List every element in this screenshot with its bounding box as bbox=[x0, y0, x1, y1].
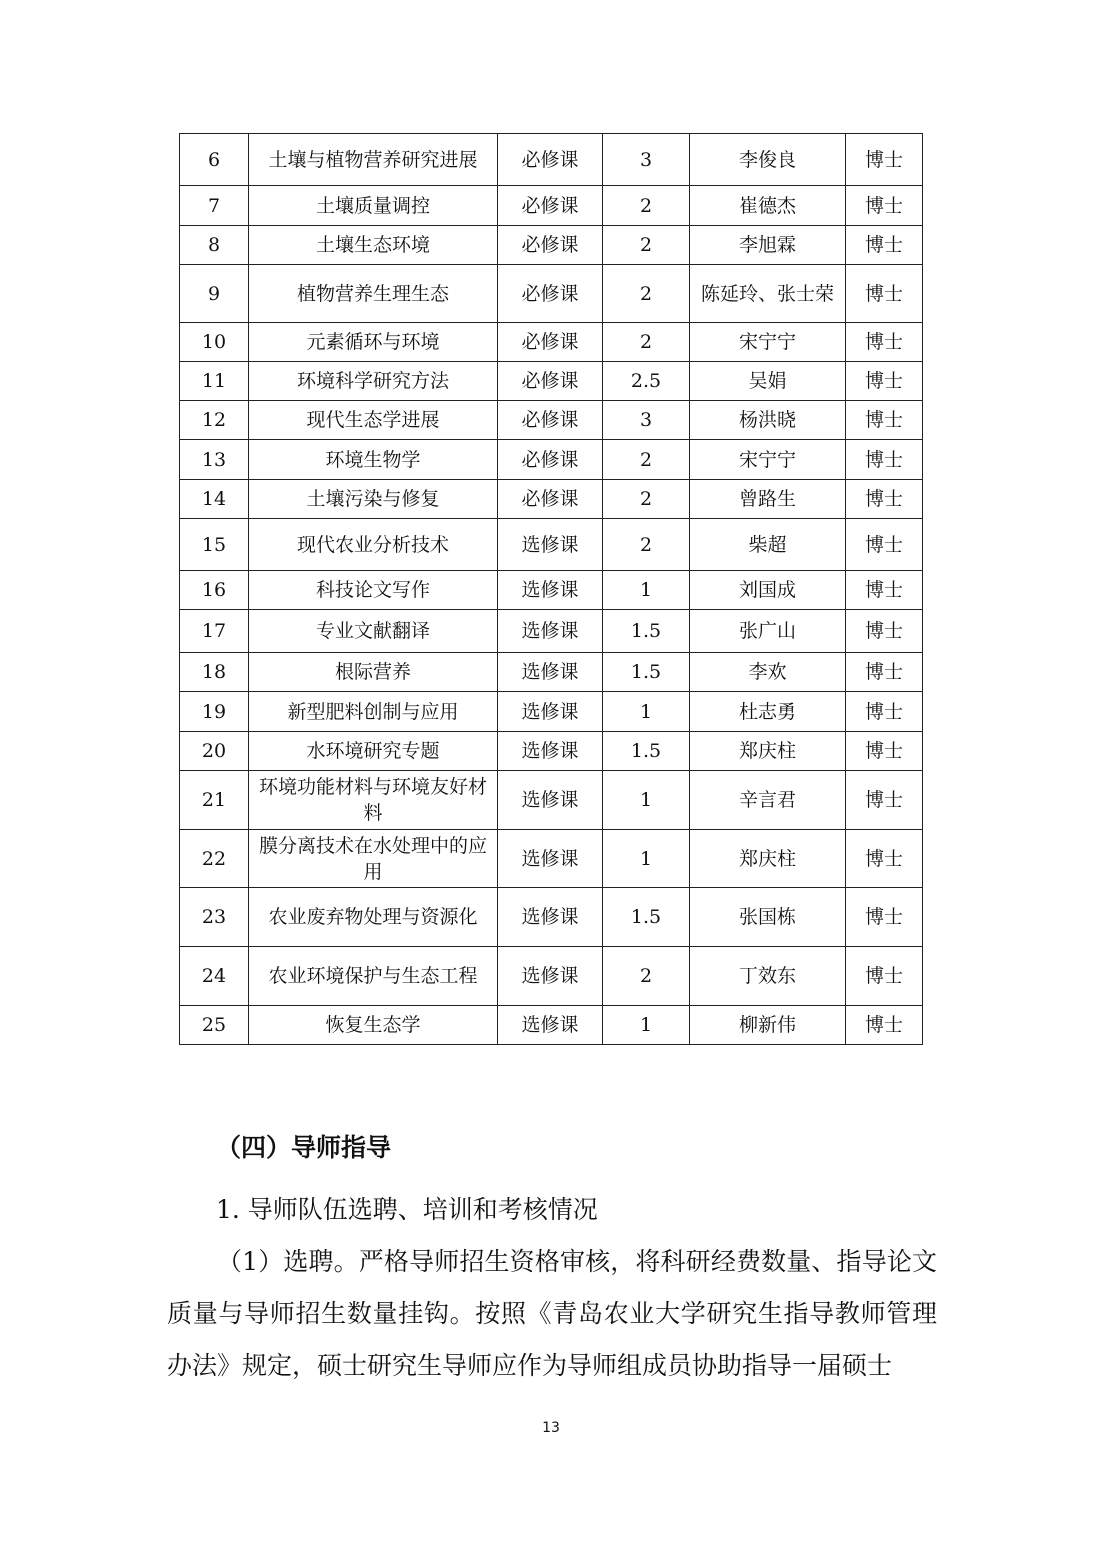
table-row bbox=[180, 888, 923, 947]
cell-credit: 1 bbox=[603, 692, 690, 732]
cell-level: 博士 bbox=[846, 440, 923, 480]
cell-number: 20 bbox=[180, 732, 249, 771]
cell-course-name: 水环境研究专题 bbox=[249, 732, 498, 771]
cell-teacher: 吴娟 bbox=[690, 362, 846, 401]
cell-credit: 1 bbox=[603, 1006, 690, 1045]
cell-level: 博士 bbox=[846, 362, 923, 401]
cell-course-name: 土壤污染与修复 bbox=[249, 480, 498, 519]
cell-number: 6 bbox=[180, 134, 249, 186]
table-row bbox=[180, 401, 923, 440]
cell-credit: 2 bbox=[603, 323, 690, 362]
cell-credit: 2 bbox=[603, 440, 690, 480]
cell-teacher: 宋宁宁 bbox=[690, 440, 846, 480]
cell-course-type: 选修课 bbox=[498, 653, 603, 692]
cell-number: 10 bbox=[180, 323, 249, 362]
cell-course-type: 必修课 bbox=[498, 440, 603, 480]
cell-number: 25 bbox=[180, 1006, 249, 1045]
cell-course-type: 必修课 bbox=[498, 186, 603, 226]
cell-teacher: 杨洪晓 bbox=[690, 401, 846, 440]
cell-level: 博士 bbox=[846, 186, 923, 226]
cell-course-name: 膜分离技术在水处理中的应用 bbox=[249, 830, 498, 888]
cell-course-type: 必修课 bbox=[498, 480, 603, 519]
body-paragraph: （1）选聘。严格导师招生资格审核，将科研经费数量、指导论文质量与导师招生数量挂钩。按照《青岛农业大学研究生指导教师管理办法》规定，硕士研究生导师应作为导师组成员协助指导一届硕士 bbox=[167, 1247, 937, 1380]
table-row bbox=[180, 947, 923, 1006]
cell-course-type: 必修课 bbox=[498, 401, 603, 440]
cell-course-name: 现代农业分析技术 bbox=[249, 519, 498, 571]
table-row bbox=[180, 440, 923, 480]
table-row bbox=[180, 480, 923, 519]
cell-credit: 1 bbox=[603, 771, 690, 830]
cell-level: 博士 bbox=[846, 830, 923, 888]
cell-course-type: 选修课 bbox=[498, 519, 603, 571]
cell-course-type: 选修课 bbox=[498, 571, 603, 610]
cell-teacher: 曾路生 bbox=[690, 480, 846, 519]
cell-teacher: 李欢 bbox=[690, 653, 846, 692]
cell-course-type: 必修课 bbox=[498, 323, 603, 362]
section-heading: （四）导师指导 bbox=[216, 1133, 392, 1162]
cell-level: 博士 bbox=[846, 134, 923, 186]
cell-teacher: 张国栋 bbox=[690, 888, 846, 947]
cell-teacher: 崔德杰 bbox=[690, 186, 846, 226]
cell-course-type: 选修课 bbox=[498, 610, 603, 653]
cell-number: 7 bbox=[180, 186, 249, 226]
cell-course-type: 必修课 bbox=[498, 134, 603, 186]
cell-credit: 1.5 bbox=[603, 732, 690, 771]
cell-teacher: 刘国成 bbox=[690, 571, 846, 610]
cell-credit: 1.5 bbox=[603, 653, 690, 692]
table-row bbox=[180, 1006, 923, 1045]
cell-credit: 1.5 bbox=[603, 888, 690, 947]
table-row bbox=[180, 571, 923, 610]
cell-credit: 2 bbox=[603, 519, 690, 571]
cell-course-name: 植物营养生理生态 bbox=[249, 265, 498, 323]
cell-teacher: 宋宁宁 bbox=[690, 323, 846, 362]
cell-course-name: 专业文献翻译 bbox=[249, 610, 498, 653]
page-number: 13 bbox=[542, 1420, 560, 1436]
cell-number: 18 bbox=[180, 653, 249, 692]
cell-number: 19 bbox=[180, 692, 249, 732]
cell-teacher: 张广山 bbox=[690, 610, 846, 653]
cell-teacher: 辛言君 bbox=[690, 771, 846, 830]
cell-level: 博士 bbox=[846, 480, 923, 519]
cell-number: 11 bbox=[180, 362, 249, 401]
cell-course-name: 土壤生态环境 bbox=[249, 226, 498, 265]
cell-course-name: 环境科学研究方法 bbox=[249, 362, 498, 401]
cell-course-name: 恢复生态学 bbox=[249, 1006, 498, 1045]
cell-number: 16 bbox=[180, 571, 249, 610]
cell-level: 博士 bbox=[846, 653, 923, 692]
cell-credit: 2.5 bbox=[603, 362, 690, 401]
cell-level: 博士 bbox=[846, 226, 923, 265]
cell-course-name: 农业废弃物处理与资源化 bbox=[249, 888, 498, 947]
table-row bbox=[180, 692, 923, 732]
cell-number: 9 bbox=[180, 265, 249, 323]
cell-credit: 1.5 bbox=[603, 610, 690, 653]
cell-credit: 3 bbox=[603, 134, 690, 186]
cell-credit: 2 bbox=[603, 226, 690, 265]
cell-course-type: 选修课 bbox=[498, 888, 603, 947]
cell-course-type: 必修课 bbox=[498, 226, 603, 265]
table-row bbox=[180, 323, 923, 362]
cell-number: 8 bbox=[180, 226, 249, 265]
table-row bbox=[180, 265, 923, 323]
cell-course-name: 环境功能材料与环境友好材料 bbox=[249, 771, 498, 830]
cell-level: 博士 bbox=[846, 610, 923, 653]
cell-course-type: 选修课 bbox=[498, 947, 603, 1006]
cell-course-type: 必修课 bbox=[498, 362, 603, 401]
cell-course-name: 土壤与植物营养研究进展 bbox=[249, 134, 498, 186]
cell-credit: 1 bbox=[603, 830, 690, 888]
cell-level: 博士 bbox=[846, 519, 923, 571]
cell-course-name: 土壤质量调控 bbox=[249, 186, 498, 226]
cell-teacher: 丁效东 bbox=[690, 947, 846, 1006]
cell-level: 博士 bbox=[846, 732, 923, 771]
cell-course-type: 选修课 bbox=[498, 692, 603, 732]
cell-number: 15 bbox=[180, 519, 249, 571]
cell-level: 博士 bbox=[846, 692, 923, 732]
table-row bbox=[180, 362, 923, 401]
cell-teacher: 郑庆柱 bbox=[690, 830, 846, 888]
table-row bbox=[180, 186, 923, 226]
cell-level: 博士 bbox=[846, 323, 923, 362]
cell-course-name: 科技论文写作 bbox=[249, 571, 498, 610]
cell-level: 博士 bbox=[846, 571, 923, 610]
cell-teacher: 柳新伟 bbox=[690, 1006, 846, 1045]
table-row bbox=[180, 610, 923, 653]
course-table bbox=[179, 133, 923, 1045]
cell-level: 博士 bbox=[846, 265, 923, 323]
cell-credit: 2 bbox=[603, 480, 690, 519]
cell-course-name: 环境生物学 bbox=[249, 440, 498, 480]
table-row bbox=[180, 732, 923, 771]
cell-level: 博士 bbox=[846, 401, 923, 440]
cell-credit: 2 bbox=[603, 186, 690, 226]
cell-number: 13 bbox=[180, 440, 249, 480]
cell-course-name: 新型肥料创制与应用 bbox=[249, 692, 498, 732]
table-row bbox=[180, 134, 923, 186]
cell-number: 12 bbox=[180, 401, 249, 440]
cell-course-type: 选修课 bbox=[498, 1006, 603, 1045]
cell-number: 21 bbox=[180, 771, 249, 830]
table-row bbox=[180, 653, 923, 692]
table-row bbox=[180, 830, 923, 888]
subheading: 1. 导师队伍选聘、培训和考核情况 bbox=[216, 1195, 598, 1224]
cell-number: 24 bbox=[180, 947, 249, 1006]
cell-credit: 3 bbox=[603, 401, 690, 440]
cell-teacher: 陈延玲、张士荣 bbox=[690, 265, 846, 323]
table-row bbox=[180, 771, 923, 830]
cell-course-type: 选修课 bbox=[498, 830, 603, 888]
cell-number: 14 bbox=[180, 480, 249, 519]
cell-level: 博士 bbox=[846, 1006, 923, 1045]
cell-teacher: 杜志勇 bbox=[690, 692, 846, 732]
cell-number: 22 bbox=[180, 830, 249, 888]
cell-teacher: 李旭霖 bbox=[690, 226, 846, 265]
cell-level: 博士 bbox=[846, 771, 923, 830]
cell-course-name: 元素循环与环境 bbox=[249, 323, 498, 362]
cell-course-type: 必修课 bbox=[498, 265, 603, 323]
table-row bbox=[180, 226, 923, 265]
cell-level: 博士 bbox=[846, 947, 923, 1006]
cell-number: 17 bbox=[180, 610, 249, 653]
cell-credit: 1 bbox=[603, 571, 690, 610]
cell-course-name: 根际营养 bbox=[249, 653, 498, 692]
cell-course-name: 现代生态学进展 bbox=[249, 401, 498, 440]
cell-teacher: 柴超 bbox=[690, 519, 846, 571]
cell-credit: 2 bbox=[603, 265, 690, 323]
cell-credit: 2 bbox=[603, 947, 690, 1006]
cell-course-type: 选修课 bbox=[498, 732, 603, 771]
cell-teacher: 李俊良 bbox=[690, 134, 846, 186]
cell-number: 23 bbox=[180, 888, 249, 947]
cell-level: 博士 bbox=[846, 888, 923, 947]
cell-teacher: 郑庆柱 bbox=[690, 732, 846, 771]
cell-course-name: 农业环境保护与生态工程 bbox=[249, 947, 498, 1006]
table-row bbox=[180, 519, 923, 571]
cell-course-type: 选修课 bbox=[498, 771, 603, 830]
